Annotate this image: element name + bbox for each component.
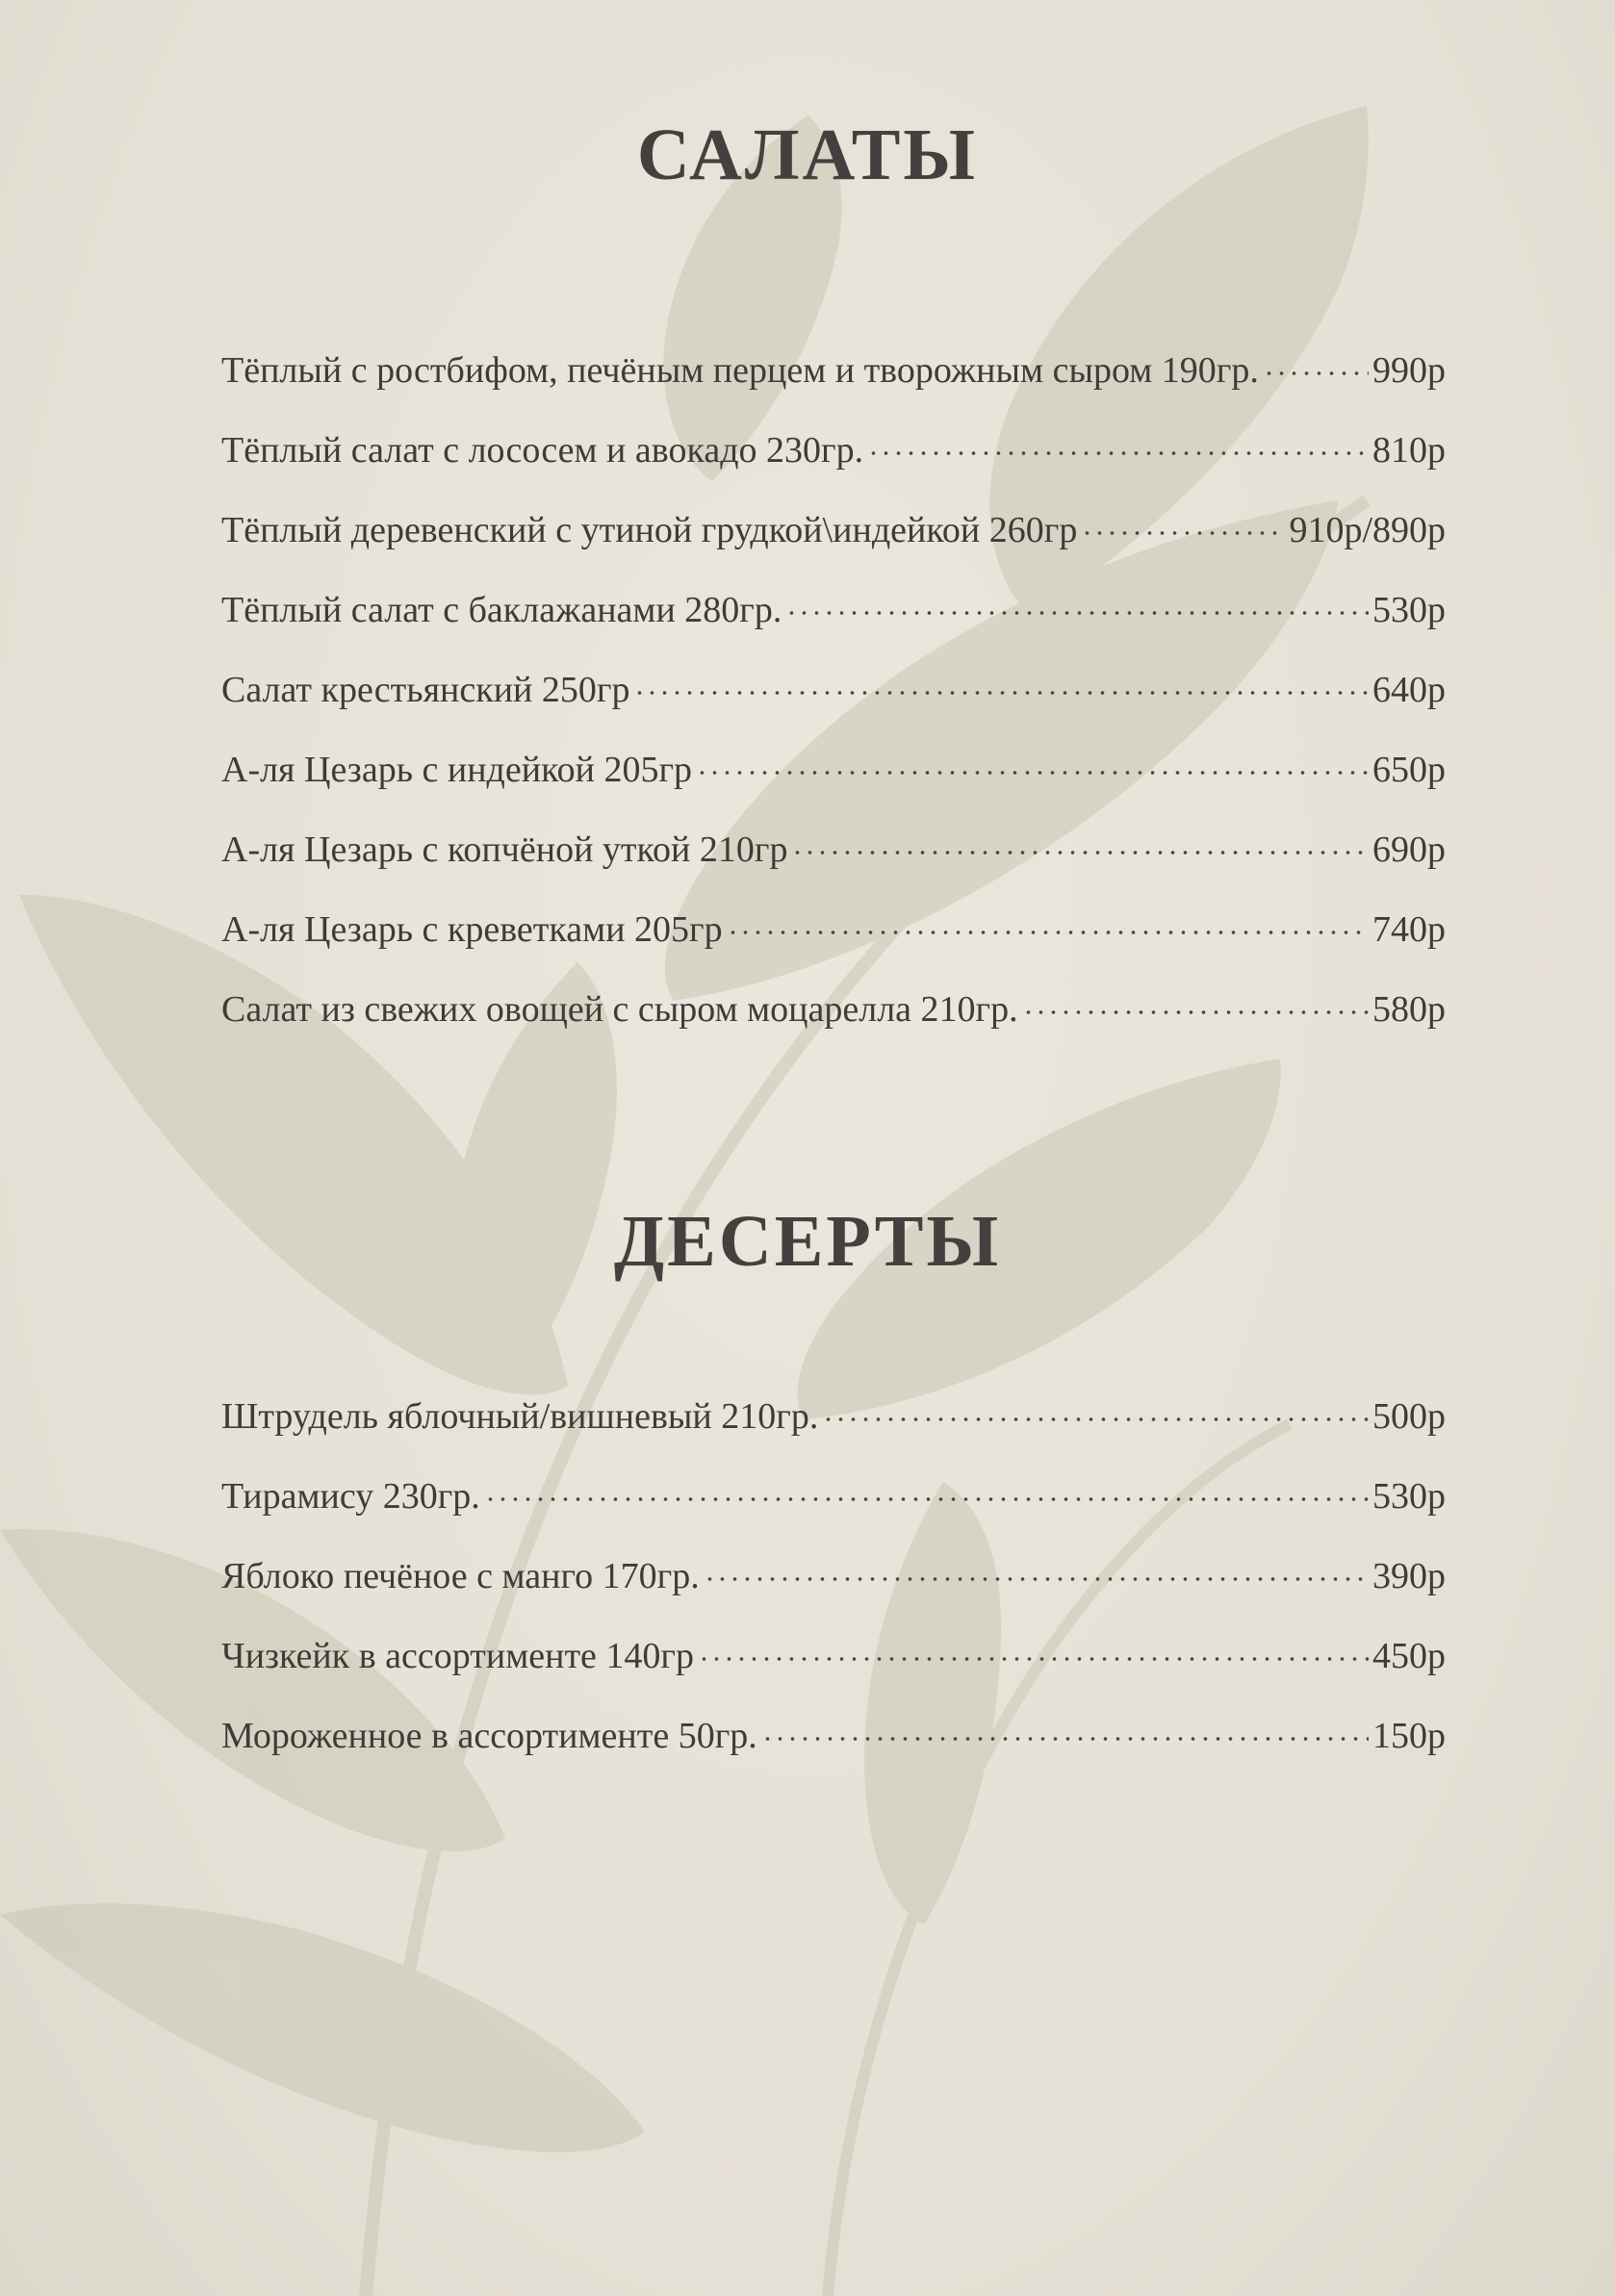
dot-leader: [727, 905, 1369, 941]
item-price: 390р: [1372, 1556, 1446, 1596]
item-name: Тёплый салат с лососем и авокадо 230гр.: [221, 430, 864, 471]
dot-leader: [785, 585, 1369, 622]
item-name: А-ля Цезарь с индейкой 205гр: [221, 750, 693, 790]
item-price: 530р: [1372, 1476, 1446, 1517]
dot-leader: [704, 1551, 1369, 1588]
item-price: 990р: [1372, 350, 1446, 391]
dot-leader: [822, 1391, 1369, 1428]
dot-leader: [1081, 505, 1285, 542]
item-name: Тёплый салат с баклажанами 280гр.: [221, 590, 782, 630]
menu-item: [221, 741, 1446, 821]
dot-leader: [1022, 984, 1369, 1021]
item-price: 530р: [1372, 590, 1446, 630]
item-name: Яблоко печёное с манго 170гр.: [221, 1556, 700, 1596]
item-price: 690р: [1372, 829, 1446, 870]
menu-item: [221, 661, 1446, 741]
item-price: 910р/890р: [1289, 510, 1446, 550]
item-name: А-ля Цезарь с креветками 205гр: [221, 909, 723, 950]
item-price: 150р: [1372, 1716, 1446, 1756]
menu-item: [221, 1547, 1446, 1627]
menu-item: [221, 581, 1446, 661]
menu-item: [221, 821, 1446, 901]
menu-item: [221, 501, 1446, 581]
item-name: Мороженное в ассортименте 50гр.: [221, 1716, 757, 1756]
dot-leader: [698, 1631, 1369, 1668]
menu-item: [221, 421, 1446, 501]
item-price: 580р: [1372, 989, 1446, 1030]
item-price: 450р: [1372, 1636, 1446, 1676]
menu-item: [221, 901, 1446, 981]
item-name: Тёплый деревенский с утиной грудкой\индейкой 260гр: [221, 510, 1078, 550]
menu-item: [221, 1627, 1446, 1707]
item-price: 650р: [1372, 750, 1446, 790]
dot-leader: [1263, 345, 1369, 382]
desserts-title: ДЕСЕРТЫ: [613, 1201, 1002, 1282]
item-name: Салат крестьянский 250гр: [221, 670, 630, 710]
menu-item: [221, 1388, 1446, 1467]
dot-leader: [633, 665, 1369, 702]
item-price: 740р: [1372, 909, 1446, 950]
dot-leader: [867, 425, 1369, 462]
item-name: Штрудель яблочный/вишневый 210гр.: [221, 1396, 819, 1437]
menu-item: [221, 1707, 1446, 1787]
menu-item: [221, 342, 1446, 421]
menu-item: [221, 981, 1446, 1060]
item-name: Тёплый с ростбифом, печёным перцем и творожным сыром 190гр.: [221, 350, 1259, 391]
item-name: Салат из свежих овощей с сыром моцарелла 210гр.: [221, 989, 1018, 1030]
item-price: 810р: [1372, 430, 1446, 471]
menu-item: [221, 1467, 1446, 1547]
item-name: А-ля Цезарь с копчёной уткой 210гр: [221, 829, 788, 870]
dot-leader: [761, 1711, 1369, 1748]
desserts-list: [221, 1388, 1446, 1787]
item-price: 500р: [1372, 1396, 1446, 1437]
dot-leader: [696, 745, 1369, 781]
item-price: 640р: [1372, 670, 1446, 710]
salads-list: [221, 342, 1446, 1060]
salads-title: САЛАТЫ: [636, 115, 979, 195]
item-name: Тирамису 230гр.: [221, 1476, 480, 1517]
item-name: Чизкейк в ассортименте 140гр: [221, 1636, 695, 1676]
dot-leader: [484, 1471, 1369, 1508]
dot-leader: [791, 825, 1369, 861]
